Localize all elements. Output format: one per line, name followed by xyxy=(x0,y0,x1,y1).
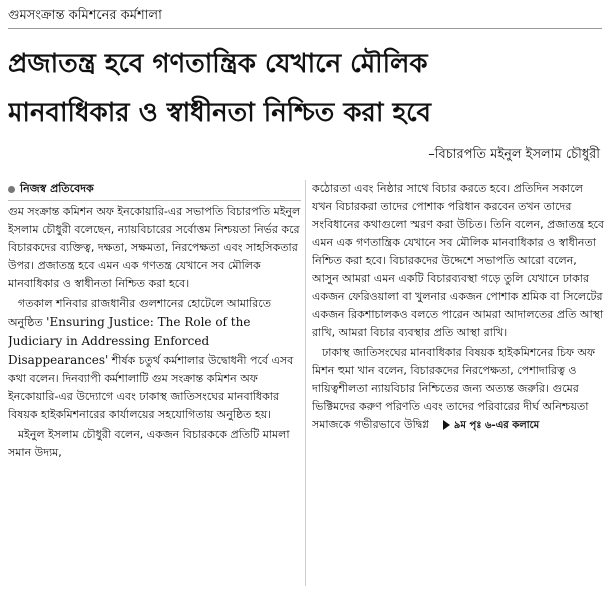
paragraph-5-text: ঢাকাস্থ জাতিসংঘের মানবাধিকার বিষয়ক হাইকমিশনের চিফ অফ মিশন হুমা খান বলেন, বিচারকদের নিরপেক্ষতা, পেশাদারিত্ব ও দায়িত্বশীলতা ন্যায়বিচার নিশ্চিতের জন্য অত্যন্ত জরুরি। গুমের ভিক্টিমদের করুণ পরিণতি এবং তাদের পরিবারের দীর্ঘ অনিশ্চয়তা সমাজকে গভীরভাবে উদ্বিগ্ন xyxy=(312,346,596,431)
article-column-right xyxy=(312,180,605,586)
paragraph-5 xyxy=(312,344,605,435)
column-divider xyxy=(305,180,306,586)
article-kicker: গুমসংক্রান্ত কমিশনের কর্মশালা xyxy=(8,4,602,29)
reporter-line xyxy=(8,180,301,198)
quote-attribution: –বিচারপতি মইনুল ইসলাম চৌধুরী xyxy=(428,147,600,162)
paragraph-2 xyxy=(8,295,301,424)
paragraph-3: মইনুল ইসলাম চৌধুরী বলেন, একজন বিচারককে প্রতিটি মামলা সমান উদ্যম, xyxy=(8,428,290,459)
paragraph-4: কঠোরতা এবং নিষ্ঠার সাথে বিচার করতে হবে। প্রতিদিন সকালে যখন বিচারকরা তাদের পোশাক পরিধান করবেন তখন তাদের সংবিধানের কথাগুলো স্মরণ করা উচিত। তিনি বলেন, প্রজাতন্ত্র হবে এমন এক গণতান্ত্রিক যেখানে সব মৌলিক মানবাধিকার ও স্বাধীনতা নিশ্চিত করা হবে। বিচারকদের উদ্দেশে সভাপতি আরো বলেন, আসুন আমরা এমন একটি বিচারব্যবস্থা গড়ে তুলি যেখানে ঢাকার একজন ফেরিওয়ালা বা খুলনার একজন পোশাক শ্রমিক বা সিলেটের একজন রিকশাচালকও বলতে পারেন আমরা আদালতের প্রতি আস্থা রাখি, আমরা বিচার ব্যবস্থার প্রতি আস্থা রাখি। xyxy=(312,182,605,339)
continuation-jump xyxy=(433,417,539,435)
headline xyxy=(8,40,602,138)
reporter-divider xyxy=(8,200,301,201)
headline-line-2: মানবাধিকার ও স্বাধীনতা নিশ্চিত করা হবে xyxy=(8,98,432,128)
arrow-right-icon xyxy=(443,420,450,430)
headline-line-1: প্রজাতন্ত্র হবে গণতান্ত্রিক যেখানে মৌলিক xyxy=(8,49,428,79)
bullet-icon xyxy=(8,186,15,193)
continuation-text: ৯ম পৃঃ ৬-এর কলামে xyxy=(453,420,540,431)
paragraph-2-rest: শীর্ষক চতুর্থ কর্মশালার উদ্বোধনী পর্বে এসব কথা বলেন। দিনব্যাপী কর্মশালাটি গুম সংক্রান্ত কমিশন অফ ইনকোয়ারি-এর উদ্যোগে এবং ঢাকাস্থ জাতিসংঘের মানবাধিকার বিষয়ক হাইকমিশনারের কার্যালয়ের সহযোগিতায় অনুষ্ঠিত হয়। xyxy=(8,354,294,421)
workshop-title-english: 'Ensuring Justice: The Role of the Judiciary in Addressing Enforced Disappearances' xyxy=(8,315,251,367)
article-column-left xyxy=(8,180,301,586)
paragraph-1: গুম সংক্রান্ত কমিশন অফ ইনকোয়ারি-এর সভাপতি বিচারপতি মইনুল ইসলাম চৌধুরী বলেছেন, ন্যায়বিচারের সর্বোত্তম নিশ্চয়তা নির্ভর করে বিচারকদের ব্যক্তিত্ব, দক্ষতা, সক্ষমতা, নিরপেক্ষতা এবং সাহসিকতার উপর। প্রজাতন্ত্র হবে এমন এক গণতন্ত্র যেখানে সব মৌলিক মানবাধিকার ও স্বাধীনতা নিশ্চিত করা হবে। xyxy=(8,205,301,290)
reporter-name: নিজস্ব প্রতিবেদক xyxy=(20,182,94,195)
paragraph-2-lead: গতকাল শনিবার রাজধানীর গুলশানের হোটেলে আমারিতে অনুষ্ঠিত xyxy=(8,297,271,329)
